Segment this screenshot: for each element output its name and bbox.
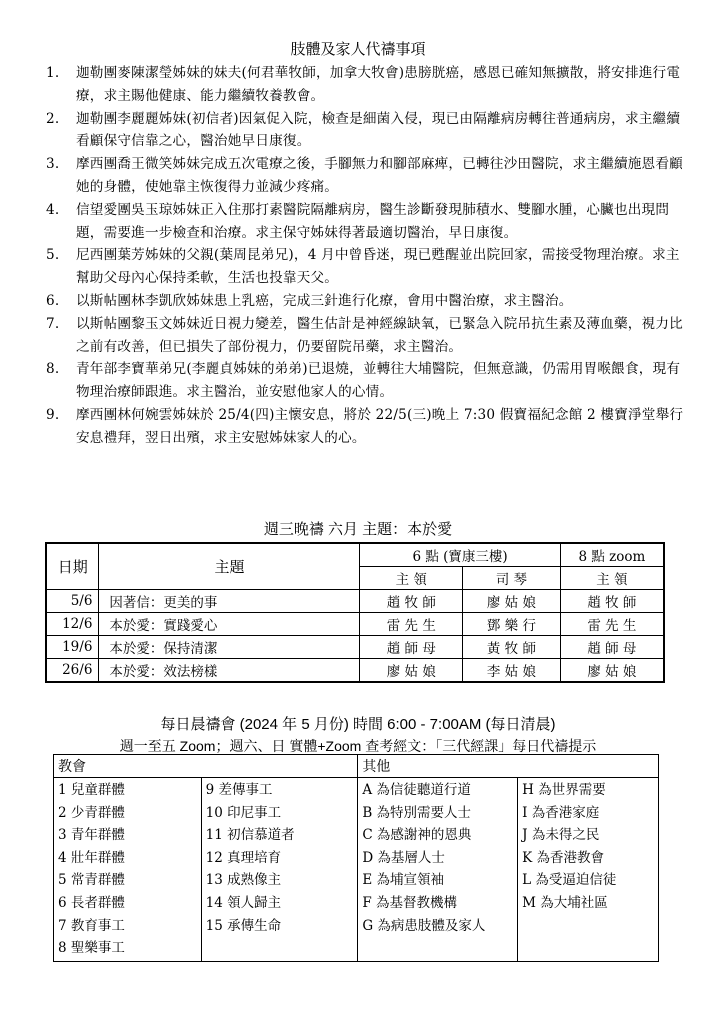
list-item: 3 青年群體 (58, 827, 125, 844)
table-row (46, 613, 664, 636)
list-item: 2 少青群體 (58, 804, 125, 821)
list-item: 8 聖樂事工 (58, 940, 125, 957)
prayer-item-number: 2. (46, 110, 60, 127)
header-piano: 司 琴 (463, 567, 561, 590)
prayer-item-number: 3. (46, 156, 60, 173)
prayer-item-number: 8. (46, 361, 60, 378)
other-list-a (358, 778, 518, 962)
prayer-item (44, 358, 684, 404)
list-item: 14 領人歸主 (205, 894, 282, 911)
prayer-item-text: 以斯帖團林李凱欣姊妹患上乳癌，完成三針進行化療，會用中醫治療，求主醫治。 (76, 292, 573, 309)
row-theme: 本於愛：實踐愛心 (99, 613, 360, 636)
wednesday-prayer-title: 週三晚禱 六月 主題：本於愛 (263, 521, 453, 538)
prayer-items-title: 肢體及家人代禱事項 (290, 41, 426, 58)
daily-prayer-table (53, 754, 659, 962)
row-leader: 趙 師 母 (360, 636, 463, 659)
row-zoom: 雷 先 生 (560, 613, 664, 636)
prayer-item-text: 尼西團葉芳姊妹的父親(葉周昆弟兄)，4 月中曾昏迷，現已甦醒並出院回家，需接受物理治療。求主幫助父母內心保持柔軟，生活也投靠天父。 (76, 247, 680, 287)
prayer-item-number: 5. (46, 247, 60, 264)
prayer-item (44, 290, 684, 313)
header-zoom-leader: 主 領 (560, 567, 664, 590)
row-leader: 雷 先 生 (360, 613, 463, 636)
header-leader: 主 領 (360, 567, 463, 590)
prayer-item-number: 4. (46, 201, 60, 218)
prayer-item-number: 1. (46, 65, 60, 81)
prayer-item-text: 迦勒團李麗麗姊妹(初信者)因氣促入院，檢查是細菌入侵，現已由隔離病房轉往普通病房，求主繼續看顧保守信靠之心，醫治她早日康復。 (76, 110, 681, 150)
header-church: 教會 (54, 755, 358, 778)
prayer-item (44, 153, 684, 199)
church-list-a (54, 778, 202, 962)
table-row (46, 636, 664, 659)
row-piano: 廖 姑 娘 (463, 590, 561, 613)
row-leader: 廖 姑 娘 (360, 659, 463, 683)
row-theme: 本於愛：保持清潔 (99, 636, 360, 659)
list-item: 13 成熟像主 (205, 872, 282, 889)
list-item: 11 初信慕道者 (205, 827, 295, 844)
header-eight-pm: 8 點 zoom (560, 543, 664, 567)
prayer-item-text: 摩西團喬王微笑姊妹完成五次電療之後，手腳無力和腳部麻痺，已轉往沙田醫院，求主繼續施恩看顧她的身體，使她靠主恢復得力並減少疼痛。 (76, 156, 683, 195)
row-theme: 因著信：更美的事 (99, 590, 360, 613)
prayer-item-number: 9. (46, 406, 60, 423)
header-six-pm: 6 點 (寶康三樓) (360, 543, 560, 567)
row-date: 5/6 (46, 590, 99, 613)
row-piano: 李 姑 娘 (463, 659, 561, 683)
list-item: D 為基層人士 (362, 849, 445, 866)
list-item: 4 壯年群體 (58, 849, 125, 866)
table-row (46, 590, 664, 613)
header-date: 日期 (46, 543, 99, 590)
prayer-item (44, 199, 684, 245)
list-item: G 為病患肢體及家人 (362, 917, 486, 934)
list-item: 12 真理培育 (205, 849, 282, 866)
morning-prayer-subtitle: 週一至五 Zoom；週六、日 實體+Zoom 查考經文：「三代經課」每日代禱提示 (119, 738, 597, 754)
prayer-item-text: 以斯帖團黎玉文姊妹近日視力變差，醫生估計是神經線缺氧，已緊急入院吊抗生素及薄血藥，視力比之前有改善，但已損失了部份視力，仍要留院吊藥，求主醫治。 (76, 315, 683, 355)
list-item: C 為感謝神的恩典 (362, 827, 472, 844)
prayer-item-text: 信望愛團吳玉琼姊妹正入住那打素醫院隔離病房，醫生診斷發現肺積水、雙腳水腫，心臟也出現問題，需要進一步檢查和治療。求主保守姊妹得著最適切醫治，早日康復。 (76, 201, 670, 241)
list-item: E 為埔宣領袖 (362, 872, 444, 889)
row-zoom: 趙 牧 師 (560, 590, 664, 613)
row-date: 26/6 (46, 659, 99, 683)
list-item: J 為未得之民 (522, 827, 600, 844)
list-item: B 為特別需要人士 (362, 804, 472, 821)
row-zoom: 趙 師 母 (560, 636, 664, 659)
prayer-item-text: 摩西團林何婉雲姊妹於 25/4(四)主懷安息，將於 22/5(三)晚上 7:30 假寶福紀念館 2 樓寶淨堂舉行安息禮拜，翌日出殯，求主安慰姊妹家人的心。 (76, 406, 684, 446)
row-theme: 本於愛：效法榜樣 (99, 659, 360, 683)
list-item: I 為香港家庭 (522, 804, 600, 821)
church-list-b (201, 778, 358, 962)
list-item: 15 承傳生命 (205, 917, 282, 934)
prayer-item-text: 青年部李寶華弟兄(李麗貞姊妹的弟弟)已退燒，並轉往大埔醫院，但無意識，仍需用胃喉餵食，現有物理治療師跟進。求主醫治，並安慰他家人的心情。 (76, 361, 681, 401)
morning-prayer-title: 每日晨禱會 (2024 年 5 月份) 時間 6:00 - 7:00AM (每日清晨) (160, 716, 556, 733)
prayer-item (44, 108, 684, 154)
list-item: 9 差傳事工 (205, 782, 273, 798)
prayer-item-text: 迦勒團麥陳潔瑩姊妹的妹夫(何君華牧師，加拿大牧會)患膀胱癌，感恩已確知無擴散，將安排進行電療，求主賜他健康、能力繼續牧養教會。 (76, 65, 681, 104)
prayer-items-list (44, 62, 684, 450)
prayer-item (44, 62, 684, 108)
list-item: H 為世界需要 (522, 782, 606, 798)
list-item: 1 兒童群體 (58, 782, 125, 798)
row-date: 19/6 (46, 636, 99, 659)
prayer-item-number: 7. (46, 315, 60, 332)
wednesday-prayer-table (45, 542, 665, 683)
list-item: A 為信徒聽道行道 (362, 782, 471, 798)
list-item: M 為大埔社區 (522, 894, 608, 911)
prayer-item-number: 6. (46, 292, 60, 309)
row-zoom: 廖 姑 娘 (560, 659, 664, 683)
other-list-b (518, 778, 659, 962)
list-item: 7 教育事工 (58, 917, 125, 934)
list-item: L 為受逼迫信徒 (522, 872, 617, 889)
row-piano: 鄧 樂 行 (463, 613, 561, 636)
list-item: 5 常青群體 (58, 872, 125, 889)
list-item: 10 印尼事工 (205, 804, 282, 821)
row-date: 12/6 (46, 613, 99, 636)
list-item: K 為香港教會 (522, 849, 605, 866)
list-item: 6 長者群體 (58, 894, 125, 911)
header-other: 其他 (358, 755, 659, 778)
table-row (46, 659, 664, 683)
prayer-item (44, 404, 684, 450)
prayer-item (44, 244, 684, 290)
row-leader: 趙 牧 師 (360, 590, 463, 613)
header-theme: 主題 (99, 543, 360, 590)
row-piano: 黃 牧 師 (463, 636, 561, 659)
prayer-item (44, 313, 684, 359)
list-item: F 為基督教機構 (362, 894, 457, 911)
